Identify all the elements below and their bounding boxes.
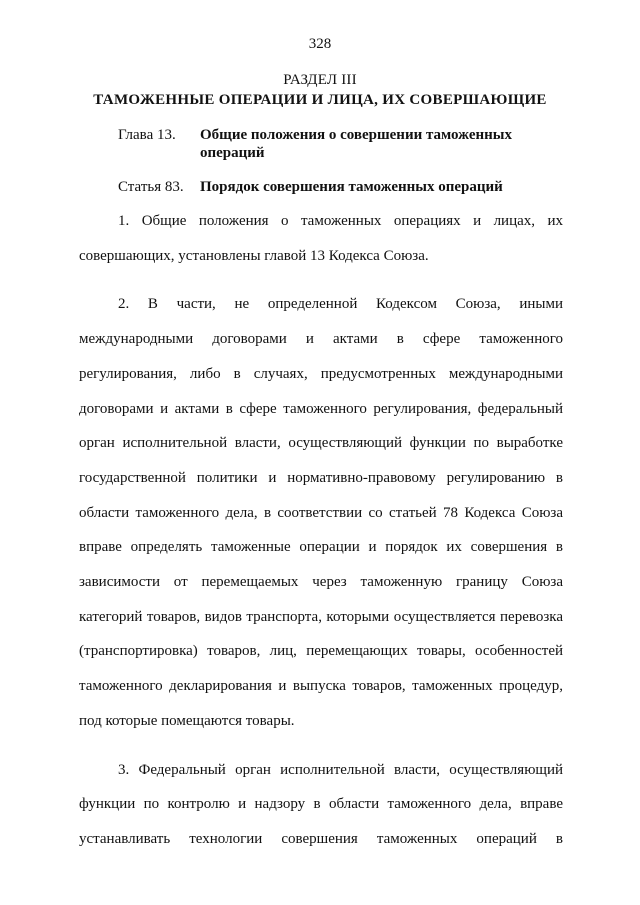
section-title: ТАМОЖЕННЫЕ ОПЕРАЦИИ И ЛИЦА, ИХ СОВЕРШАЮЩИЕ [93, 92, 547, 108]
article-heading [118, 178, 568, 196]
chapter-title: Общие положения о совершении таможенных операций [200, 127, 513, 161]
article-label: Статья 83. [118, 179, 184, 195]
section-label: РАЗДЕЛ III [283, 72, 357, 88]
paragraph-1: 1. Общие положения о таможенных операциях и лицах, их совершающих, установлены главой 13 Кодекса Союза. [79, 213, 563, 264]
article-body [79, 204, 563, 871]
page-number: 328 [308, 36, 332, 52]
chapter-label: Глава 13. [118, 127, 176, 143]
article-title: Порядок совершения таможенных операций [200, 179, 503, 195]
chapter-heading [118, 126, 568, 162]
paragraph-2: 2. В части, не определенной Кодексом Союза, иными международными договорами и актами в сфере таможенного регулирования, либо в случаях, предусмотренных международными договорами и актами в сфере таможенного регулирования, федеральный орган исполнительной власти, осуществляющий функции по выработке государственной политики и нормативно-правовому регулированию в области таможенного дела, в соответствии со статьей 78 Кодекса Союза вправе определять таможенные операции и порядок их совершения в зависимости от перемещаемых через таможенную границу Союза категорий товаров, видов транспорта, которыми осуществляется перевозка (транспортировка) товаров, лиц, перемещающих товары, особенностей таможенного декларирования и выпуска товаров, таможенных процедур, под которые помещаются товары. [79, 296, 563, 729]
paragraph-3: 3. Федеральный орган исполнительной власти, осуществляющий функции по контролю и надзору в области таможенного дела, вправе устанавливать технологии совершения таможенных операций в [79, 761, 563, 847]
